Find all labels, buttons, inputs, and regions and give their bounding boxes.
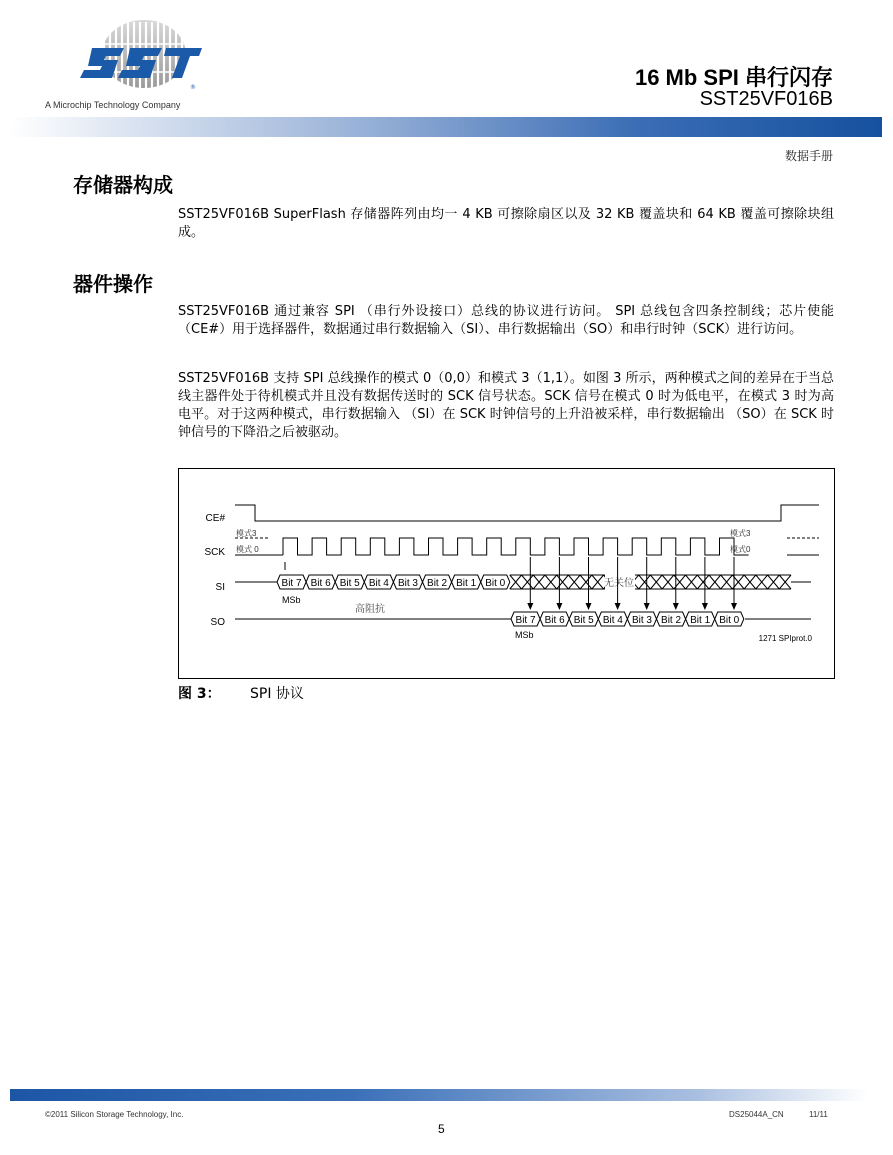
svg-text:®: ®: [190, 84, 196, 91]
dont-care-cell: [744, 575, 756, 589]
mode3-right-label: 模式3: [730, 529, 751, 538]
mode0-right-label: 模式0: [730, 545, 751, 554]
dont-care-cell: [568, 575, 580, 589]
dont-care-cell: [709, 575, 721, 589]
high-z-label: 高阻抗: [355, 604, 385, 615]
si-bit-label: Bit 7: [281, 578, 302, 589]
dont-care-group: [510, 574, 791, 590]
so-bit-label: Bit 1: [690, 615, 711, 626]
doc-type: 数据手册: [784, 149, 833, 163]
signal-label-si: SI: [215, 582, 225, 593]
page-number: 5: [438, 1122, 445, 1136]
arrow-head: [615, 603, 621, 610]
si-msb-label: MSb: [282, 595, 301, 605]
dont-care-label: 无关位: [604, 578, 634, 589]
arrow-head: [731, 603, 737, 610]
dont-care-cell: [650, 575, 662, 589]
dont-care-cell: [510, 575, 522, 589]
dont-care-cell: [557, 575, 569, 589]
dont-care-cell: [533, 575, 545, 589]
dont-care-cell: [662, 575, 674, 589]
paragraph: SST25VF016B 支持 SPI 总线操作的模式 0（0,0）和模式 3（1,1）。如图 3 所示，两种模式之间的差异在于当总线主器件处于待机模式并且没有数据传送时的 SCK 信号状态。SCK 信号在模式 0 时为低电平，在模式 3 时为高电平。对于这两种模式，串行数据输入 （SI）在 SCK 时钟信号的上升沿被采样，串行数据输出 （SO）在 SCK 时钟信号的下降沿之后被驱动。: [178, 371, 834, 440]
dont-care-cell: [580, 575, 592, 589]
sck-waveform: [283, 538, 749, 555]
spi-timing-diagram: [178, 468, 835, 679]
so-bit-label: Bit 4: [602, 615, 623, 626]
dont-care-cell: [768, 575, 780, 589]
figure-label: 图 3：: [178, 686, 221, 702]
footer-bar: [10, 1089, 868, 1101]
arrow-head: [644, 603, 650, 610]
dont-care-cell: [639, 575, 651, 589]
si-bit-label: Bit 1: [456, 578, 477, 589]
si-bit-label: Bit 3: [397, 578, 418, 589]
si-bit-label: Bit 2: [427, 578, 448, 589]
si-bit-label: Bit 0: [485, 578, 506, 589]
si-bit-group: [277, 575, 510, 589]
section-heading: 存储器构成: [73, 173, 173, 197]
so-bit-label: Bit 3: [631, 615, 652, 626]
dont-care-cell: [686, 575, 698, 589]
si-bit-label: Bit 6: [310, 578, 331, 589]
company-tagline: A Microchip Technology Company: [45, 100, 181, 110]
paragraph: SST25VF016B SuperFlash 存储器阵列由均一 4 KB 可擦除扇区以及 32 KB 覆盖块和 64 KB 覆盖可擦除块组成。: [178, 207, 834, 240]
arrow-head: [527, 603, 533, 610]
dont-care-cell: [779, 575, 791, 589]
so-bit-label: Bit 5: [573, 615, 594, 626]
copyright: ©2011 Silicon Storage Technology, Inc.: [45, 1110, 184, 1119]
doc-date: 11/11: [809, 1110, 828, 1119]
so-bit-label: Bit 2: [661, 615, 682, 626]
mode0-left-label: 模式 0: [236, 545, 259, 554]
signal-label-ce: CE#: [205, 513, 225, 524]
arrow-head: [556, 603, 562, 610]
dont-care-cell: [592, 575, 604, 589]
dont-care-cell: [721, 575, 733, 589]
so-bit-label: Bit 0: [719, 615, 740, 626]
dont-care-cell: [545, 575, 557, 589]
si-bit-label: Bit 5: [339, 578, 360, 589]
figure-caption: SPI 协议: [250, 686, 304, 702]
ce-waveform: [235, 505, 819, 521]
sst-logo: [78, 14, 208, 99]
si-bit-label: Bit 4: [368, 578, 389, 589]
mode3-left-label: 模式3: [236, 529, 257, 538]
document-title: 16 Mb SPI 串行闪存: [634, 65, 833, 90]
signal-label-sck: SCK: [204, 547, 225, 558]
dont-care-cell: [756, 575, 768, 589]
arrow-head: [586, 603, 592, 610]
doc-number: DS25044A_CN: [729, 1110, 784, 1119]
dont-care-bounds: [510, 575, 791, 589]
so-bit-label: Bit 6: [544, 615, 565, 626]
part-number: SST25VF016B: [699, 88, 833, 110]
arrow-head: [673, 603, 679, 610]
so-bit-label: Bit 7: [515, 615, 536, 626]
so-msb-label: MSb: [515, 630, 534, 640]
dont-care-cell: [522, 575, 534, 589]
signal-label-so: SO: [210, 617, 225, 628]
arrow-head: [702, 603, 708, 610]
dont-care-cell: [697, 575, 709, 589]
so-bit-group: [511, 612, 744, 626]
paragraph: SST25VF016B 通过兼容 SPI （串行外设接口）总线的协议进行访问。 SPI 总线包含四条控制线；芯片使能 （CE#）用于选择器件，数据通过串行数据输入（SI）、串行数据输出（SO）和串行时钟（SCK）进行访问。: [178, 304, 834, 337]
section-heading: 器件操作: [73, 272, 153, 296]
figure-id: 1271 SPIprot.0: [758, 634, 812, 643]
header-bar: [10, 117, 882, 137]
